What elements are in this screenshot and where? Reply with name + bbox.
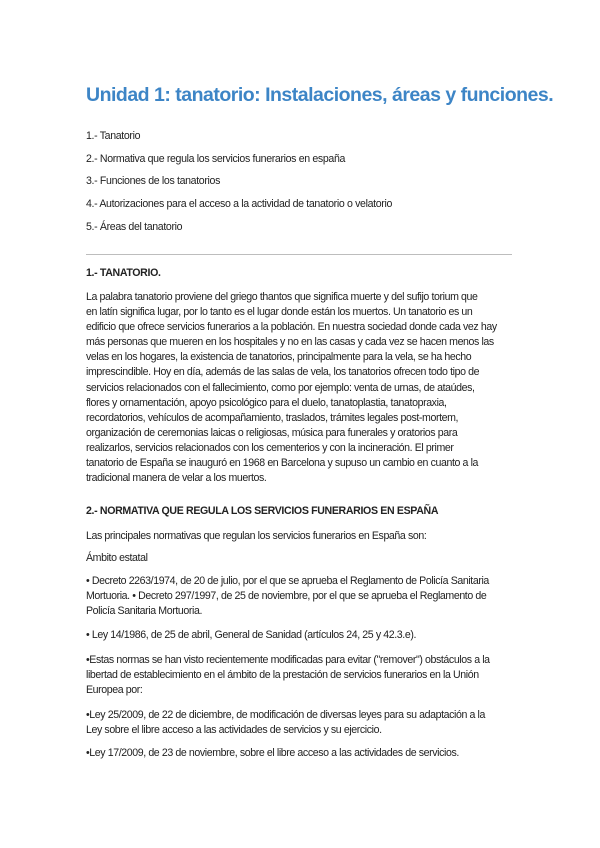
table-of-contents [86, 130, 392, 243]
toc-item: 2.- Normativa que regula los servicios funerarios en españa [86, 152, 346, 165]
paragraph-line: flores y ornamentación, apoyo psicológico para el duelo, tanatoplastia, tanatopraxia, [86, 396, 447, 409]
paragraph-line: en latín significa lugar, por lo tanto es el lugar donde están los muertos. Un tanatorio es un [86, 306, 473, 319]
toc-item: 5.- Áreas del tanatorio [86, 220, 183, 233]
normativa-item-ley-17-2009 [86, 746, 516, 761]
paragraph-line: Europea por: [86, 684, 143, 697]
normativa-item-modificaciones [86, 653, 516, 698]
toc-item: 1.- Tanatorio [86, 130, 141, 142]
paragraph-line: Ámbito estatal [86, 552, 148, 564]
normativa-item-decretos [86, 574, 516, 619]
paragraph-line: Las principales normativas que regulan los servicios funerarios en España son: [86, 530, 427, 542]
section-heading-normativa: 2.- NORMATIVA QUE REGULA LOS SERVICIOS FUNERARIOS EN ESPAÑA [86, 505, 439, 517]
paragraph-line: velas en los hogares, la existencia de tanatorios, principalmente para la vela, se ha hecho [86, 351, 472, 364]
toc-item: 3.- Funciones de los tanatorios [86, 175, 221, 188]
paragraph-line: •Estas normas se han visto recientemente modificadas para evitar ("remover") obstáculos a la [86, 654, 490, 666]
paragraph-line: realizarlos, servicios relacionados con los cementerios y con la incineración. El primer [86, 441, 454, 454]
page-title: Unidad 1: tanatorio: Instalaciones, áreas y funciones. [86, 84, 554, 106]
paragraph-line: Mortuoria. • Decreto 297/1997, de 25 de noviembre, por el que se aprueba el Reglamento de [86, 590, 487, 603]
paragraph-line: servicios relacionados con el fallecimiento, como por ejemplo: venta de urnas, de ataúdes, [86, 381, 475, 394]
paragraph-line: organización de ceremonias laicas o religiosas, música para funerales y oratorios para [86, 426, 458, 439]
section-heading-tanatorio: 1.- TANATORIO. [86, 267, 161, 279]
normativa-item-ley-25-2009 [86, 708, 516, 738]
paragraph-line: tanatorio de España se inauguró en 1968 en Barcelona y supuso un cambio en cuanto a la [86, 457, 479, 470]
normativa-item-ley-sanidad [86, 628, 516, 643]
paragraph-line: Ley sobre el libre acceso a las actividades de servicios y su ejercicio. [86, 724, 382, 737]
section-divider [86, 254, 512, 255]
paragraph-line: • Decreto 2263/1974, de 20 de julio, por el que se aprueba el Reglamento de Policía Sanitaria [86, 575, 489, 587]
paragraph-line: más personas que mueren en los hospitales y no en las casas y cada vez se hacen menos las [86, 336, 494, 349]
section-tanatorio-paragraph [86, 290, 516, 486]
paragraph-line: edificio que ofrece servicios funerarios a la población. En nuestra sociedad donde cada vez hay [86, 321, 497, 334]
paragraph-line: tradicional manera de velar a los muertos. [86, 472, 267, 485]
paragraph-line: libertad de establecimiento en el ámbito de la prestación de servicios funerarios en la Unión [86, 669, 479, 682]
toc-item: 4.- Autorizaciones para el acceso a la actividad de tanatorio o velatorio [86, 198, 392, 211]
paragraph-line: Policía Sanitaria Mortuoria. [86, 605, 202, 618]
paragraph-line: • Ley 14/1986, de 25 de abril, General de Sanidad (artículos 24, 25 y 42.3.e). [86, 629, 416, 641]
normativa-intro [86, 529, 516, 544]
paragraph-line: recordatorios, vehículos de acompañamiento, traslados, trámites legales post-mortem, [86, 411, 459, 424]
paragraph-line: •Ley 17/2009, de 23 de noviembre, sobre el libre acceso a las actividades de servicios. [86, 747, 459, 759]
paragraph-line: •Ley 25/2009, de 22 de diciembre, de modificación de diversas leyes para su adaptación a la [86, 709, 485, 721]
paragraph-line: La palabra tanatorio proviene del griego thantos que significa muerte y del sufijo torium que [86, 291, 478, 303]
paragraph-line: imprescindible. Hoy en día, además de las salas de vela, los tanatorios ofrecen todo tipo de [86, 366, 480, 379]
normativa-scope [86, 551, 516, 566]
